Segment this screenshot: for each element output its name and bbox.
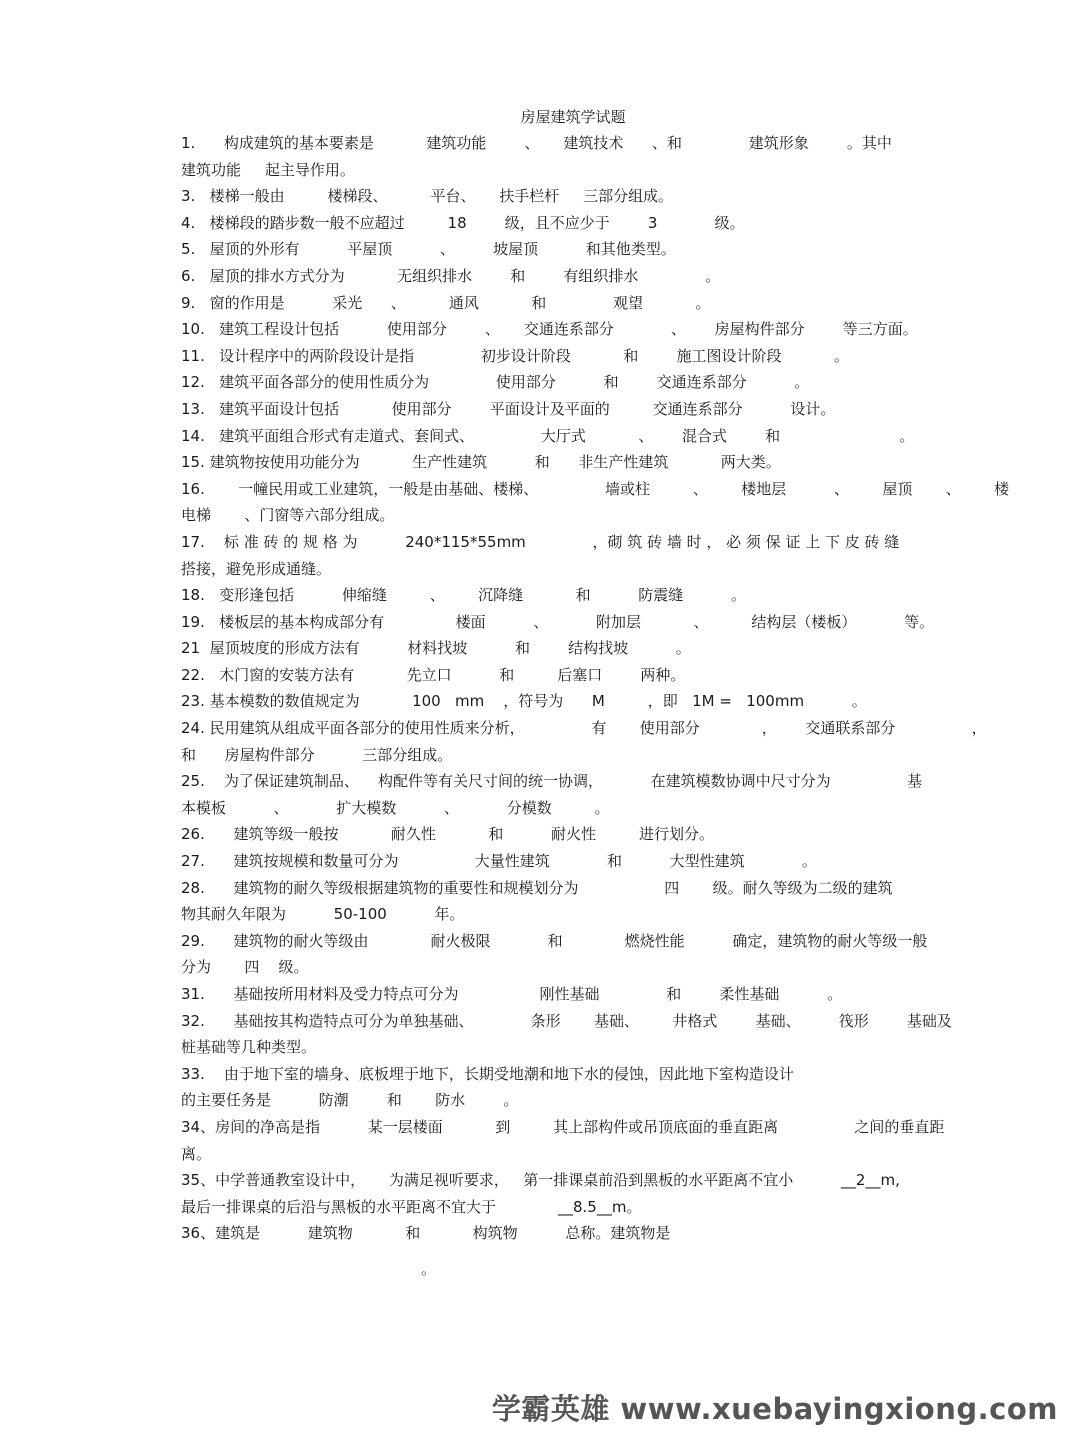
question-line: 31. 基础按所用材料及受力特点可分为 刚性基础 和 柔性基础 。 bbox=[181, 985, 843, 1003]
question-line: 的主要任务是 防潮 和 防水 。 bbox=[181, 1091, 519, 1110]
question-line: 24. 民用建筑从组成平面各部分的使用性质来分析， 有 使用部分 ， 交通联系部分 ， bbox=[181, 719, 987, 738]
trailing-period: 。 bbox=[421, 1260, 437, 1278]
question-line: 4. 楼梯段的踏步数一般不应超过 18 级，且不应少于 3 级。 bbox=[181, 213, 745, 232]
question-line: 建筑功能 起主导作用。 bbox=[181, 160, 355, 179]
question-line: 12. 建筑平面各部分的使用性质分为 使用部分 和 交通连系部分 。 bbox=[181, 373, 810, 392]
question-line: 9. 窗的作用是 采光 、 通风 和 观望 。 bbox=[181, 293, 711, 312]
question-line: 15. 建筑物按使用功能分为 生产性建筑 和 非生产性建筑 两大类。 bbox=[181, 453, 781, 472]
question-line: 25. 为了保证建筑制品、 构配件等有关尺寸间的统一协调， 在建筑模数协调中尺寸分为 基 bbox=[181, 772, 922, 791]
question-line: 16. 一幢民用或工业建筑，一般是由基础、楼梯、 墙或柱 、 楼地层 、 屋顶 、 楼 bbox=[181, 479, 1010, 498]
question-line: 6. 屋顶的排水方式分为 无组织排水 和 有组织排水 。 bbox=[181, 266, 721, 285]
question-line: 35、中学普通教室设计中， 为满足视听要求， 第一排课桌前沿到黑板的水平距离不宜小 __2__m, bbox=[181, 1171, 900, 1190]
question-line: 33. 由于地下室的墙身、底板埋于地下，长期受地潮和地下水的侵蚀，因此地下室构造设计 bbox=[181, 1064, 794, 1083]
question-line: 27. 建筑按规模和数量可分为 大量性建筑 和 大型性建筑 。 bbox=[181, 852, 817, 871]
question-line: 18. 变形逢包括 伸缩缝 、 沉降缝 和 防震缝 。 bbox=[181, 586, 746, 605]
question-line: 5. 屋顶的外形有 平屋顶 、 坡屋顶 和其他类型。 bbox=[181, 240, 676, 259]
question-line: 本模板 、 扩大模数 、 分模数 。 bbox=[181, 798, 610, 817]
question-line: 34、房间的净高是指 某一层楼面 到 其上部构件或吊顶底面的垂直距离 之间的垂直距 bbox=[181, 1117, 945, 1136]
question-line: 电梯 、门窗等六部分组成。 bbox=[181, 506, 395, 525]
question-line: 19. 楼板层的基本构成部分有 楼面 、 附加层 、 结构层（楼板） 等。 bbox=[181, 612, 935, 631]
question-line: 1. 构成建筑的基本要素是 建筑功能 、 建筑技术 、和 建筑形象 。其中 bbox=[181, 134, 892, 152]
question-line: 11. 设计程序中的两阶段设计是指 初步设计阶段 和 施工图设计阶段 。 bbox=[181, 346, 849, 365]
question-line: 分为 四 级。 bbox=[181, 958, 309, 977]
question-line: 22. 木门窗的安装方法有 先立口 和 后塞口 两种。 bbox=[181, 665, 686, 684]
page-title: 房屋建筑学试题 bbox=[520, 108, 626, 126]
question-line: 10. 建筑工程设计包括 使用部分 、 交通连系部分 、 房屋构件部分 等三方面。 bbox=[181, 320, 918, 339]
question-line: 17. 标 准 砖 的 规 格 为 240*115*55mm ，砌 筑 砖 墙 时 ， 必 须 保 证 上 下 皮 砖 缝 bbox=[181, 532, 900, 551]
question-line: 14. 建筑平面组合形式有走道式、套间式、 大厅式 、 混合式 和 。 bbox=[181, 426, 915, 445]
question-line: 26. 建筑等级一般按 耐久性 和 耐火性 进行划分。 bbox=[181, 825, 714, 844]
question-line: 29. 建筑物的耐火等级由 耐火极限 和 燃烧性能 确定，建筑物的耐火等级一般 bbox=[181, 931, 928, 950]
question-line: 最后一排课桌的后沿与黑板的水平距离不宜大于 __8.5__m。 bbox=[181, 1197, 642, 1216]
question-line: 32. 基础按其构造特点可分为单独基础、 条形 基础、 井格式 基础、 筏形 基础及 bbox=[181, 1011, 952, 1030]
question-line: 36、建筑是 建筑物 和 构筑物 总称。建筑物是 bbox=[181, 1224, 671, 1243]
question-line: 23. 基本模数的数值规定为 100 mm ，符号为 M ，即 1M = 100mm 。 bbox=[181, 692, 867, 711]
question-line: 物其耐久年限为 50-100 年。 bbox=[181, 905, 465, 924]
question-line: 28. 建筑物的耐久等级根据建筑物的重要性和规模划分为 四 级。耐久等级为二级的建筑 bbox=[181, 878, 893, 897]
question-line: 13. 建筑平面设计包括 使用部分 平面设计及平面的 交通连系部分 设计。 bbox=[181, 399, 836, 418]
document-page bbox=[181, 104, 1010, 1247]
question-list bbox=[181, 130, 1010, 1247]
question-line: 3. 楼梯一般由 楼梯段、 平台、 扶手栏杆 三部分组成。 bbox=[181, 187, 674, 206]
question-line: 桩基础等几种类型。 bbox=[181, 1038, 317, 1057]
question-line: 离。 bbox=[181, 1144, 212, 1163]
question-line: 和 房屋构件部分 三部分组成。 bbox=[181, 745, 453, 764]
watermark: 学霸英雄 www.xuebayingxiong.com bbox=[491, 1392, 1058, 1426]
question-line: 21 屋顶坡度的形成方法有 材料找坡 和 结构找坡 。 bbox=[181, 639, 691, 658]
question-line: 搭接，避免形成通缝。 bbox=[181, 559, 332, 578]
